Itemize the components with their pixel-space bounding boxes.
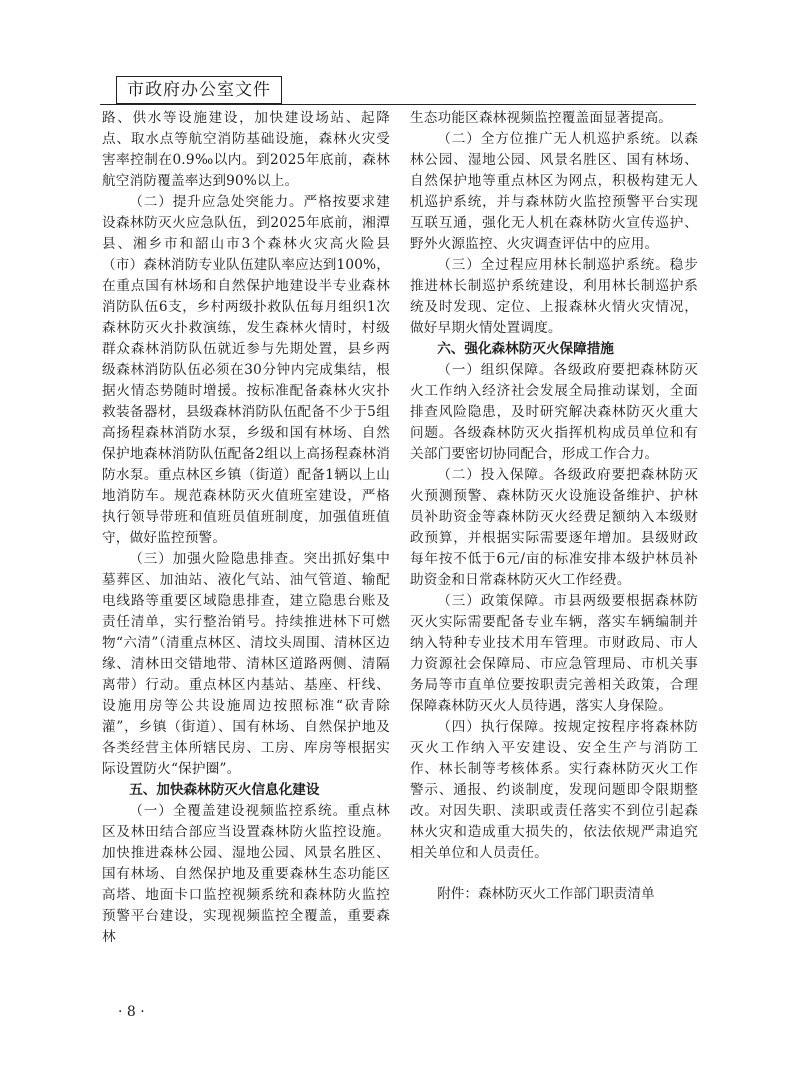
paragraph: 路、供水等设施建设，加快建设场站、起降点、取水点等航空消防基础设施，森林火灾受害率控制在0.9‰以内。到2025年底前，森林航空消防覆盖率达到90%以上。 [102,110,390,189]
attachment-note: 附件：森林防灭火工作部门职责清单 [437,886,655,902]
paragraph: （三）加强火险隐患排查。突出抓好集中墓葬区、加油站、液化气站、油气管道、输配电线路等重要区域隐患排查，建立隐患台账及责任清单，实行整治销号。持续推进林下可燃物“六清”（清重点林区、清坟头周围、清林区边缘、清林田交错地带、清林区道路两侧、清隔离带）行动。重点林区内基站、基座、杆线、设施用房等公共设施周边按照标准“砍青除灌”，乡镇（街道）、国有林场、自然保护地及各类经营主体所辖民房、工房、库房等根据实际设置防火“保护圈”。 [102,551,390,777]
page-number: · 8 · [118,1004,145,1020]
paragraph: （三）全过程应用林长制巡护系统。稳步推进林长制巡护系统建设，利用林长制巡护系统及时发现、定位、上报森林火情火灾情况，做好早期火情处置调度。 [410,257,698,336]
paragraph: （二）提升应急处突能力。严格按要求建设森林防灭火应急队伍，到2025年底前，湘潭县、湘乡市和韶山市3个森林火灾高火险县（市）森林消防专业队伍建队率应达到100%，在重点国有林场和自然保护地建设半专业森林消防队伍6支，乡村两级扑救队伍每月组织1次森林防灭火扑救演练，发生森林火情时，村级群众森林消防队伍就近参与先期处置，县乡两级森林消防队伍必须在30分钟内完成集结，根据火情态势随时增援。按标准配备森林火灾扑救装备器材，县级森林消防队伍配备不少于5组高扬程森林消防水泵，乡级和国有林场、自然保护地森林消防队伍配备2组以上高扬程森林消防水泵。重点林区乡镇（街道）配备1辆以上山地消防车。规范森林防灭火值班室建设，严格执行领导带班和值班员值班制度，加强值班值守，做好监控预警。 [102,194,390,546]
paragraph: 生态功能区森林视频监控覆盖面显著提高。 [410,110,673,126]
paragraph: （一）全覆盖建设视频监控系统。重点林区及林田结合部应当设置森林防火监控设施。加快推进森林公园、湿地公园、风景名胜区、国有林场、自然保护地及重要森林生态功能区高塔、地面卡口监控视频系统和森林防火监控预警平台建设，实现视频监控全覆盖，重要森林 [102,803,390,945]
paragraph: （三）政策保障。市县两级要根据森林防灭火实际需要配备专业车辆，落实车辆编制并纳入特种专业技术用车管理。市财政局、市人力资源社会保障局、市应急管理局、市机关事务局等市直单位要按职责完善相关政策，合理保障森林防灭火人员待遇，落实人身保险。 [410,593,698,714]
right-column [410,108,698,919]
header-title: 市政府办公室文件 [116,76,282,104]
paragraph: （四）执行保障。按规定按程序将森林防灭火工作纳入平安建设、安全生产与消防工作、林长制等考核体系。实行森林防灭火工作警示、通报、约谈制度，发现问题即令限期整改。对因失职、渎职或责任落实不到位引起森林火灾和造成重大损失的，依法依规严肃追究相关单位和人员责任。 [410,719,698,861]
paragraph: （二）全方位推广无人机巡护系统。以森林公园、湿地公园、风景名胜区、国有林场、自然保护地等重点林区为网点，积极构建无人机巡护系统，并与森林防火监控预警平台实现互联互通，强化无人机在森林防火宣传巡护、野外火源监控、火灾调查评估中的应用。 [410,131,698,252]
header-rule [100,104,696,105]
left-column [102,108,390,948]
paragraph: （二）投入保障。各级政府要把森林防灭火预测预警、森林防灭火设施设备维护、护林员补助资金等森林防灭火经费足额纳入本级财政预算，并根据实际需要逐年增加。县级财政每年按不低于6元/亩的标准安排本级护林员补助资金和日常森林防灭火工作经费。 [410,467,698,588]
paragraph: （一）组织保障。各级政府要把森林防灭火工作纳入经济社会发展全局推动谋划，全面排查风险隐患，及时研究解决森林防灭火重大问题。各级森林防灭火指挥机构成员单位和有关部门要密切协同配合，形成工作合力。 [410,362,698,462]
section-heading: 六、强化森林防灭火保障措施 [437,341,614,357]
document-header [100,70,696,106]
section-heading: 五、加快森林防灭火信息化建设 [129,782,320,798]
